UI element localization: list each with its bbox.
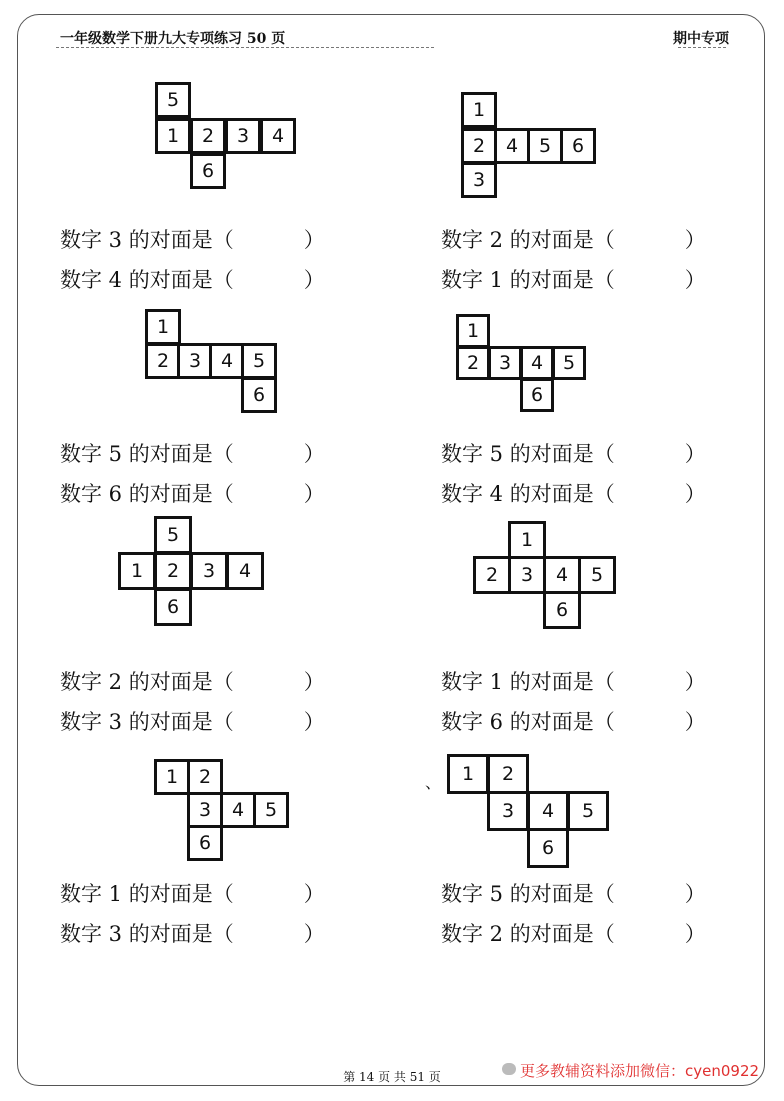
question	[441, 224, 706, 254]
question-text: 数字 2 的对面是（	[441, 922, 615, 946]
question-close: ）	[684, 922, 706, 946]
net-cell: 2	[487, 754, 529, 794]
net-cell: 2	[145, 343, 181, 379]
net-cell: 5	[567, 791, 609, 831]
question	[60, 478, 325, 508]
net-cell: 6	[187, 825, 223, 861]
net-cell: 3	[225, 118, 261, 154]
question-close: ）	[303, 268, 325, 292]
net-cell: 6	[543, 591, 581, 629]
question-text: 数字 3 的对面是（	[60, 922, 234, 946]
net-cell: 3	[508, 556, 546, 594]
net-cell: 5	[241, 343, 277, 379]
question-close: ）	[303, 882, 325, 906]
net-cell: 1	[118, 552, 156, 590]
question-close: ）	[303, 670, 325, 694]
answer-blank[interactable]	[234, 277, 304, 287]
net-cell: 3	[487, 791, 529, 831]
net-cell: 4	[260, 118, 296, 154]
answer-blank[interactable]	[234, 679, 304, 689]
question-close: ）	[303, 710, 325, 734]
question-close: ）	[303, 482, 325, 506]
question	[441, 264, 706, 294]
question	[441, 918, 706, 948]
net-cell: 6	[241, 377, 277, 413]
question-close: ）	[303, 228, 325, 252]
question	[60, 706, 325, 736]
net-cell: 4	[520, 346, 554, 380]
header-title: 一年级数学下册九大专项练习 50 页	[60, 31, 286, 47]
question	[60, 224, 325, 254]
net-cell: 1	[508, 521, 546, 559]
answer-blank[interactable]	[615, 451, 685, 461]
stray-mark: 、	[425, 773, 442, 792]
net-cell: 2	[154, 552, 192, 590]
question-close: ）	[684, 442, 706, 466]
net-cell: 4	[494, 128, 530, 164]
net-cell: 6	[154, 588, 192, 626]
net-cell: 1	[456, 314, 490, 348]
question-text: 数字 3 的对面是（	[60, 228, 234, 252]
net-cell: 3	[177, 343, 213, 379]
question-close: ）	[684, 482, 706, 506]
question-text: 数字 5 的对面是（	[441, 442, 615, 466]
net-cell: 4	[226, 552, 264, 590]
answer-blank[interactable]	[615, 931, 685, 941]
net-cell: 4	[527, 791, 569, 831]
question	[60, 666, 325, 696]
answer-blank[interactable]	[234, 891, 304, 901]
net-cell: 1	[461, 92, 497, 128]
answer-blank[interactable]	[234, 491, 304, 501]
net-cell: 5	[527, 128, 563, 164]
net-cell: 5	[552, 346, 586, 380]
net-cell: 4	[543, 556, 581, 594]
question-close: ）	[303, 442, 325, 466]
answer-blank[interactable]	[615, 679, 685, 689]
net-cell: 3	[187, 792, 223, 828]
question	[60, 878, 325, 908]
question-text: 数字 4 的对面是（	[60, 268, 234, 292]
net-cell: 3	[461, 162, 497, 198]
answer-blank[interactable]	[615, 891, 685, 901]
answer-blank[interactable]	[234, 237, 304, 247]
page-number: 第 14 页 共 51 页	[343, 1070, 441, 1084]
net-cell: 1	[447, 754, 489, 794]
question-text: 数字 4 的对面是（	[441, 482, 615, 506]
answer-blank[interactable]	[615, 277, 685, 287]
question-close: ）	[684, 268, 706, 292]
question-text: 数字 6 的对面是（	[441, 710, 615, 734]
header-tag-divider	[678, 47, 726, 48]
net-cell: 2	[461, 128, 497, 164]
net-cell: 5	[578, 556, 616, 594]
question-text: 数字 1 的对面是（	[441, 670, 615, 694]
question	[60, 438, 325, 468]
wechat-icon	[502, 1063, 516, 1075]
question-text: 数字 2 的对面是（	[60, 670, 234, 694]
answer-blank[interactable]	[615, 237, 685, 247]
answer-blank[interactable]	[615, 491, 685, 501]
net-cell: 1	[145, 309, 181, 345]
header-tag: 期中专项	[673, 31, 729, 47]
question-text: 数字 3 的对面是（	[60, 710, 234, 734]
net-cell: 1	[154, 759, 190, 795]
answer-blank[interactable]	[615, 719, 685, 729]
question	[441, 478, 706, 508]
question-close: ）	[684, 710, 706, 734]
answer-blank[interactable]	[234, 931, 304, 941]
net-cell: 4	[209, 343, 245, 379]
answer-blank[interactable]	[234, 719, 304, 729]
header-divider	[56, 47, 434, 48]
question-text: 数字 6 的对面是（	[60, 482, 234, 506]
question-text: 数字 5 的对面是（	[60, 442, 234, 466]
answer-blank[interactable]	[234, 451, 304, 461]
question-text: 数字 5 的对面是（	[441, 882, 615, 906]
net-cell: 2	[187, 759, 223, 795]
question-close: ）	[684, 228, 706, 252]
net-cell: 1	[155, 118, 191, 154]
question	[441, 706, 706, 736]
question	[441, 666, 706, 696]
net-cell: 3	[488, 346, 522, 380]
question-close: ）	[303, 922, 325, 946]
question	[60, 918, 325, 948]
watermark-text: 更多教辅资料添加微信：cyen0922	[520, 1062, 760, 1080]
question-close: ）	[684, 670, 706, 694]
question-text: 数字 1 的对面是（	[441, 268, 615, 292]
net-cell: 2	[190, 118, 226, 154]
question	[441, 438, 706, 468]
question	[60, 264, 325, 294]
net-cell: 6	[520, 378, 554, 412]
net-cell: 6	[527, 828, 569, 868]
question-text: 数字 2 的对面是（	[441, 228, 615, 252]
question-text: 数字 1 的对面是（	[60, 882, 234, 906]
net-cell: 2	[473, 556, 511, 594]
net-cell: 5	[154, 516, 192, 554]
question-close: ）	[684, 882, 706, 906]
net-cell: 5	[155, 82, 191, 118]
net-cell: 6	[560, 128, 596, 164]
net-cell: 2	[456, 346, 490, 380]
net-cell: 6	[190, 153, 226, 189]
net-cell: 5	[253, 792, 289, 828]
net-cell: 4	[220, 792, 256, 828]
question	[441, 878, 706, 908]
net-cell: 3	[190, 552, 228, 590]
